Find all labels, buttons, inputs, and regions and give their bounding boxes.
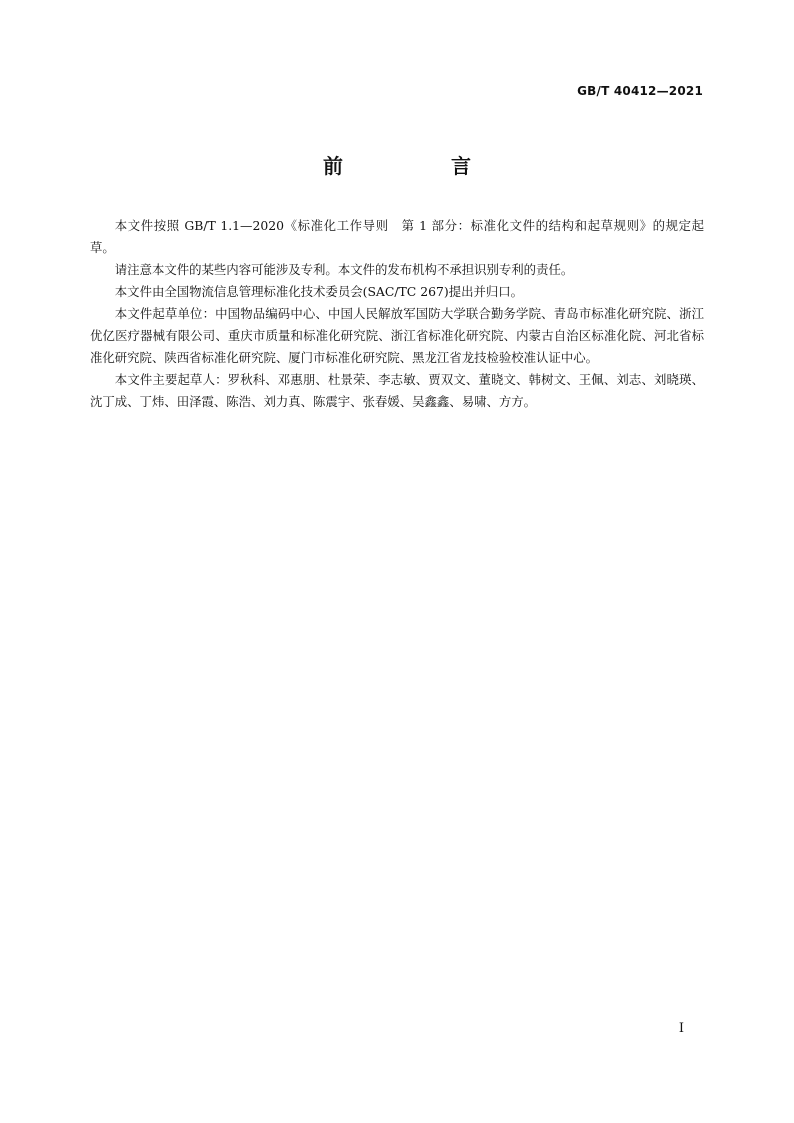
paragraph-drafting-rules: 本文件按照 GB/T 1.1—2020《标准化工作导则 第 1 部分：标准化文件的结构和起草规则》的规定起草。: [90, 218, 704, 255]
paragraph-drafters: 本文件主要起草人：罗秋科、邓惠朋、杜景荣、李志敏、贾双文、董晓文、韩树文、王佩、刘志、刘晓瑛、沈丁成、丁炜、田泽霞、陈浩、刘力真、陈震宇、张春媛、吴鑫鑫、易啸、方方。: [90, 372, 704, 409]
paragraph-patent-notice: 请注意本文件的某些内容可能涉及专利。本文件的发布机构不承担识别专利的责任。: [114, 262, 574, 277]
paragraph-drafting-units: 本文件起草单位：中国物品编码中心、中国人民解放军国防大学联合勤务学院、青岛市标准化研究院、浙江优亿医疗器械有限公司、重庆市质量和标准化研究院、浙江省标准化研究院、内蒙古自治区标准化院、河北省标准化研究院、陕西省标准化研究院、厦门市标准化研究院、黑龙江省龙技检验校准认证中心。: [90, 306, 704, 365]
page-number: I: [678, 1021, 684, 1036]
page-title: 前 言: [323, 154, 515, 178]
paragraph-proposer: 本文件由全国物流信息管理标准化技术委员会(SAC/TC 267)提出并归口。: [114, 284, 524, 299]
standard-code: GB/T 40412—2021: [577, 84, 703, 98]
foreword-body: [90, 215, 704, 413]
